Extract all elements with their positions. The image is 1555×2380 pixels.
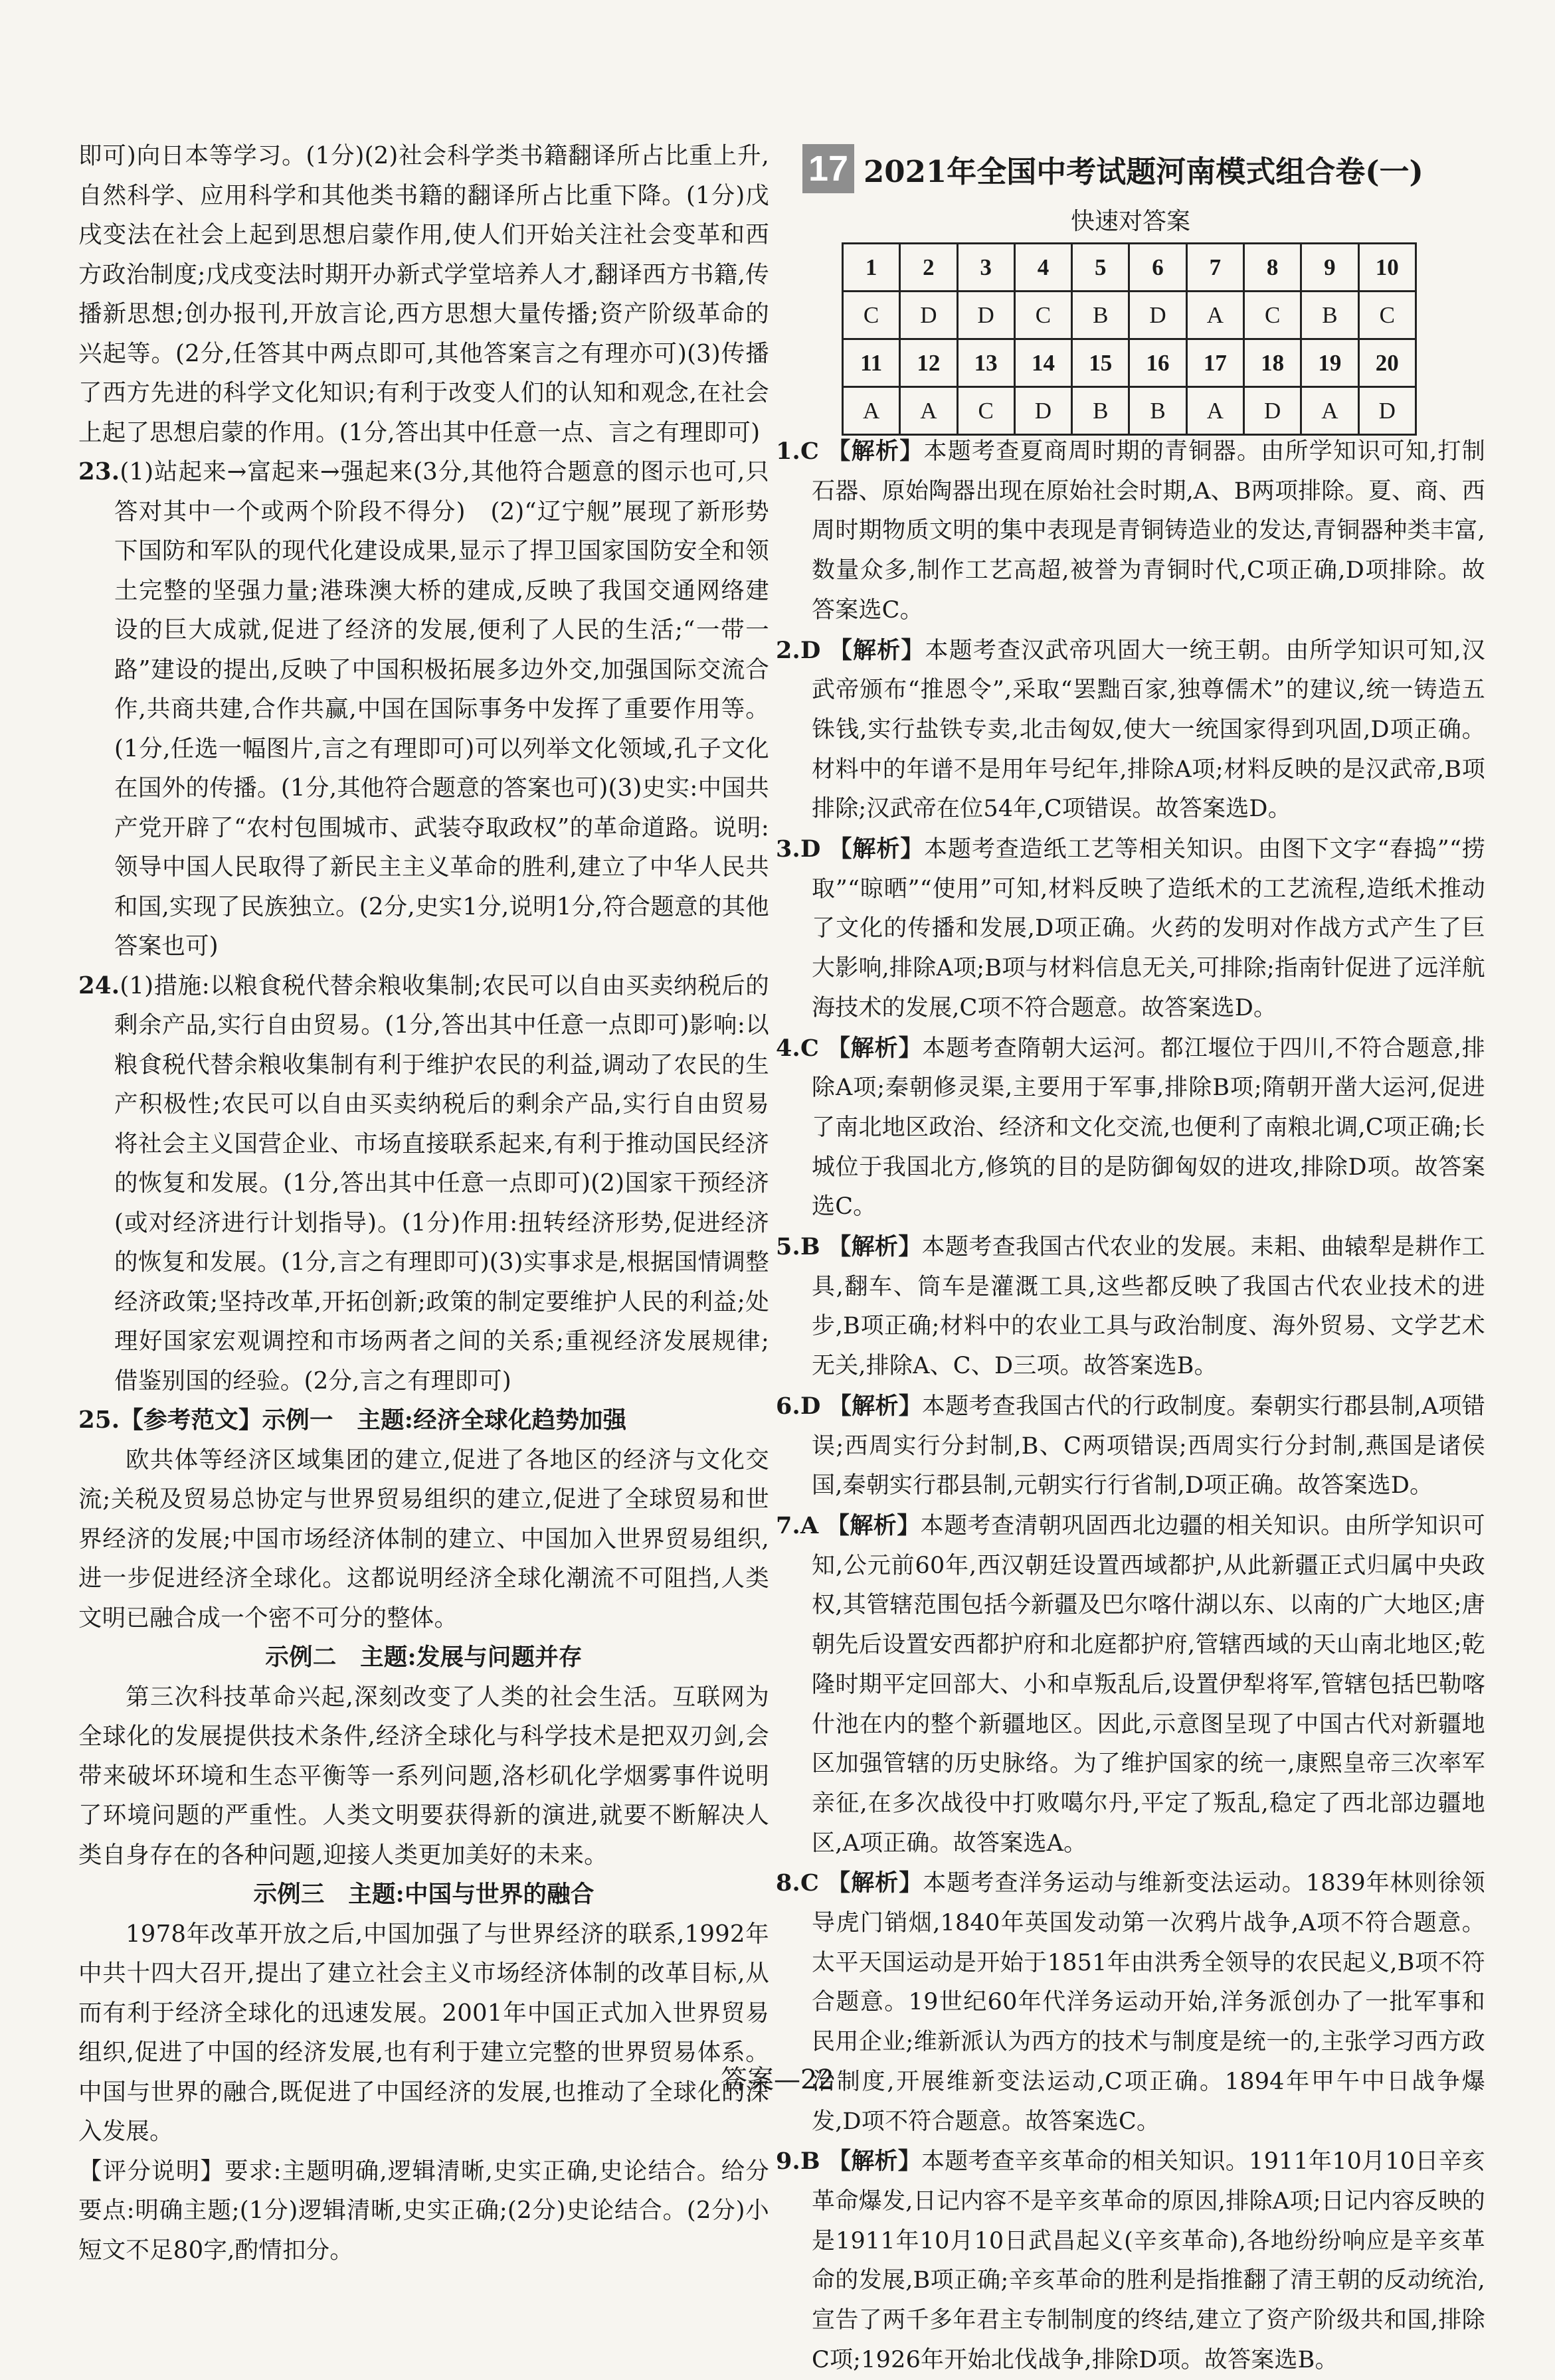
item-answer: 3.D <box>776 835 821 863</box>
question-number-cell: 19 <box>1301 339 1358 387</box>
answer-cell: D <box>1129 292 1186 339</box>
question-number-cell: 20 <box>1358 339 1416 387</box>
answer-cell: B <box>1072 292 1129 339</box>
question-23-text: (1)站起来→富起来→强起来(3分,其他符合题意的图示也可,只答对其中一个或两个阶段不得分) (2)“辽宁舰”展现了新形势下国防和军队的现代化建设成果,显示了捍卫国家国防安全和领土完整的坚强力量;港珠澳大桥的建成,反映了我国交通网络建设的巨大成就,促进了经济的发展,便利了人民的生活;“一带一路”建设的提出,反映了中国积极拓展多边外交,加强国际交流合作,共商共建,合作共赢,中国在国际事务中发挥了重要作用等。(1分,任选一幅图片,言之有理即可)可以列举文化领域,孔子文化在国外的传播。(1分,其他符合题意的答案也可)(3)史实:中国共产党开辟了“农村包围城市、武装夺取政权”的革命道路。说明:领导中国人民取得了新民主主义革命的胜利,建立了中华人民共和国,实现了民族独立。(2分,史实1分,说明1分,符合题意的其他答案也可) <box>114 458 769 960</box>
explanation-item <box>776 1387 1485 1506</box>
analysis-text: 本题考查我国古代农业的发展。耒耜、曲辕犁是耕作工具,翻车、筒车是灌溉工具,这些都反映了我国古代农业技术的进步,B项正确;材料中的农业工具与政治制度、海外贸易、文学艺术无关,排除A、C、D三项。故答案选B。 <box>812 1234 1485 1380</box>
section-title-row <box>802 143 1423 195</box>
analysis-text: 本题考查造纸工艺等相关知识。由图下文字“舂捣”“捞取”“晾晒”“使用”可知,材料反映了造纸术的工艺流程,造纸术推动了文化的传播和发展,D项正确。火药的发明对作战方式产生了巨大影响,排除A项;B项与材料信息无关,可排除;指南针促进了远洋航海技术的发展,C项不符合题意。故答案选D。 <box>812 836 1485 1021</box>
answer-cell: C <box>957 387 1014 435</box>
analysis-tag: 【解析】 <box>828 835 925 863</box>
question-number-cell: 7 <box>1186 244 1243 292</box>
explanation-item <box>776 1506 1485 1863</box>
question-24-text: (1)措施:以粮食税代替余粮收集制;农民可以自由买卖纳税后的剩余产品,实行自由贸易。(1分,答出其中任意一点即可)影响:以粮食税代替余粮收集制有利于维护农民的利益,调动了农民的生产积极性;农民可以自由买卖纳税后的剩余产品,实行自由贸易将社会主义国营企业、市场直接联系起来,有利于推动国民经济的恢复和发展。(1分,答出其中任意一点即可)(2)国家干预经济(或对经济进行计划指导)。(1分)作用:扭转经济形势,促进经济的恢复和发展。(1分,言之有理即可)(3)实事求是,根据国情调整经济政策;坚持改革,开拓创新;政策的制定要维护人民的利益;处理好国家宏观调控和市场两者之间的关系;重视经济发展规律;借鉴别国的经验。(2分,言之有理即可) <box>114 972 769 1395</box>
analysis-tag: 【解析】 <box>828 1233 922 1261</box>
scoring-notes: 【评分说明】要求:主题明确,逻辑清晰,史实正确,史论结合。给分要点:明确主题;(1分)逻辑清晰,史实正确;(2分)史论结合。(2分)小短文不足80字,酌情扣分。 <box>78 2157 769 2264</box>
question-number-cell: 12 <box>900 339 957 387</box>
answer-cell: C <box>1243 292 1301 339</box>
analysis-tag: 【解析】 <box>827 1869 923 1897</box>
explanation-item <box>776 2142 1485 2380</box>
question-number-cell: 13 <box>957 339 1014 387</box>
example-1-text: 欧共体等经济区域集团的建立,促进了各地区的经济与文化交流;关税及贸易总协定与世界贸易组织的建立,促进了全球贸易和世界经济的发展;中国市场经济体制的建立、中国加入世界贸易组织,进一步促进经济全球化。这都说明经济全球化潮流不可阻挡,人类文明已融合成一个密不可分的整体。 <box>78 1446 769 1632</box>
question-number-cell: 1 <box>843 244 900 292</box>
example-3-text: 1978年改革开放之后,中国加强了与世界经济的联系,1992年中共十四大召开,提出了建立社会主义市场经济体制的改革目标,从而有利于经济全球化的迅速发展。2001年中国正式加入世界贸易组织,促进了中国的经济发展,也有利于建立完整的世界贸易体系。中国与世界的融合,既促进了中国经济的发展,也推动了全球化的深入发展。 <box>78 1920 769 2145</box>
answer-table-row <box>843 387 1416 435</box>
answer-cell: A <box>843 387 900 435</box>
answer-cell: B <box>1072 387 1129 435</box>
answer-table-row <box>843 339 1416 387</box>
question-25-heading: 【参考范文】示例一 主题:经济全球化趋势加强 <box>120 1406 627 1434</box>
item-answer: 4.C <box>776 1034 819 1062</box>
answer-cell: C <box>1014 292 1071 339</box>
analysis-tag: 【解析】 <box>826 1034 923 1062</box>
section-number-badge: 17 <box>802 144 854 193</box>
item-answer: 5.B <box>776 1233 820 1261</box>
example-3-heading: 示例三 主题:中国与世界的融合 <box>253 1881 595 1908</box>
explanation-item <box>776 631 1485 830</box>
analysis-tag: 【解析】 <box>828 2148 921 2175</box>
question-25-number: 25. <box>78 1406 120 1434</box>
analysis-text: 本题考查辛亥革命的相关知识。1911年10月10日辛亥革命爆发,日记内容不是辛亥革命的原因,排除A项;日记内容反映的是1911年10月10日武昌起义(辛亥革命),各地纷纷响应是辛亥革命的发展,B项正确;辛亥革命的胜利是指推翻了清王朝的反动统治,宣告了两千多年君主专制制度的终结,建立了资产阶级共和国,排除C项;1926年开始北伐战争,排除D项。故答案选B。 <box>812 2148 1485 2373</box>
item-answer: 1.C <box>776 438 819 465</box>
explanation-item <box>776 1863 1485 2142</box>
question-number-cell: 2 <box>900 244 957 292</box>
question-number-cell: 5 <box>1072 244 1129 292</box>
analysis-text: 本题考查隋朝大运河。都江堰位于四川,不符合题意,排除A项;秦朝修灵渠,主要用于军事,排除B项;隋朝开凿大运河,促进了南北地区政治、经济和文化交流,也便利了南粮北调,C项正确;长城位于我国北方,修筑的目的是防御匈奴的进攻,排除D项。故答案选C。 <box>812 1035 1485 1221</box>
left-column <box>78 136 769 2270</box>
analysis-text: 本题考查洋务运动与维新变法运动。1839年林则徐领导虎门销烟,1840年英国发动第一次鸦片战争,A项不符合题意。太平天国运动是开始于1851年由洪秀全领导的农民起义,B项不符合题意。19世纪60年代洋务运动开始,洋务派创办了一批军事和民用企业;维新派认为西方的技术与制度是统一的,主张学习西方政治制度,开展维新变法运动,C项正确。1894年甲午中日战争爆发,D项不符合题意。故答案选C。 <box>812 1870 1485 2135</box>
question-number-cell: 16 <box>1129 339 1186 387</box>
question-23 <box>78 452 769 966</box>
question-number-cell: 14 <box>1014 339 1071 387</box>
explanation-item <box>776 1029 1485 1228</box>
example-2-heading: 示例二 主题:发展与问题并存 <box>265 1644 583 1671</box>
question-number-cell: 17 <box>1186 339 1243 387</box>
item-answer: 9.B <box>776 2148 820 2175</box>
answer-cell: B <box>1129 387 1186 435</box>
answer-cell: A <box>1186 387 1243 435</box>
answer-cell: D <box>1014 387 1071 435</box>
question-24 <box>78 966 769 1401</box>
quick-answer-label: 快速对答案 <box>1070 208 1190 235</box>
answer-table-row <box>843 244 1416 292</box>
answer-cell: D <box>1358 387 1416 435</box>
question-24-number: 24. <box>78 972 120 999</box>
question-25 <box>78 1401 769 1440</box>
analysis-tag: 【解析】 <box>827 438 924 465</box>
continued-answer: 即可)向日本等学习。(1分)(2)社会科学类书籍翻译所占比重上升,自然科学、应用科学和其他类书籍的翻译所占比重下降。(1分)戊戌变法在社会上起到思想启蒙作用,使人们开始关注社会变革和西方政治制度;戊戌变法时期开办新式学堂培养人才,翻译西方书籍,传播新思想;创办报刊,开放言论,西方思想大量传播;资产阶级革命的兴起等。(2分,任答其中两点即可,其他答案言之有理亦可)(3)传播了西方先进的科学文化知识;有利于改变人们的认知和观念,在社会上起了思想启蒙的作用。(1分,答出其中任意一点、言之有理即可) <box>78 142 769 446</box>
item-answer: 6.D <box>776 1392 821 1420</box>
analysis-tag: 【解析】 <box>828 1392 922 1420</box>
answer-cell: C <box>1358 292 1416 339</box>
answer-cell: D <box>957 292 1014 339</box>
analysis-text: 本题考查清朝巩固西北边疆的相关知识。由所学知识可知,公元前60年,西汉朝廷设置西域都护,从此新疆正式归属中央政权,其管辖范围包括今新疆及巴尔喀什湖以东、以南的广大地区;唐朝先后设置安西都护府和北庭都护府,管辖西域的天山南北地区;乾隆时期平定回部大、小和卓叛乱后,设置伊犁将军,管辖包括巴勒喀什池在内的整个新疆地区。因此,示意图呈现了中国古代对新疆地区加强管辖的历史脉络。为了维护国家的统一,康熙皇帝三次率军亲征,在多次战役中打败噶尔丹,平定了叛乱,稳定了西北部边疆地区,A项正确。故答案选A。 <box>812 1512 1485 1857</box>
answer-cell: D <box>900 292 957 339</box>
answer-cell: A <box>1186 292 1243 339</box>
explanation-item <box>776 1227 1485 1387</box>
question-23-number: 23. <box>78 458 120 485</box>
explanation-item <box>776 432 1485 631</box>
item-answer: 2.D <box>776 636 821 664</box>
question-number-cell: 18 <box>1243 339 1301 387</box>
question-number-cell: 4 <box>1014 244 1071 292</box>
question-number-cell: 15 <box>1072 339 1129 387</box>
item-answer: 7.A <box>776 1511 819 1539</box>
answer-cell: D <box>1243 387 1301 435</box>
analysis-text: 本题考查夏商周时期的青铜器。由所学知识可知,打制石器、原始陶器出现在原始社会时期,A、B两项排除。夏、商、西周时期物质文明的集中表现是青铜铸造业的发达,青铜器种类丰富,数量众多,制作工艺高超,被誉为青铜时代,C项正确,D项排除。故答案选C。 <box>812 438 1485 624</box>
question-number-cell: 8 <box>1243 244 1301 292</box>
analysis-tag: 【解析】 <box>826 1511 921 1539</box>
answer-table <box>842 242 1417 436</box>
answer-cell: B <box>1301 292 1358 339</box>
example-2-text: 第三次科技革命兴起,深刻改变了人类的社会生活。互联网为全球化的发展提供技术条件,经济全球化与科学技术是把双刃剑,会带来破坏环境和生态平衡等一系列问题,洛杉矶化学烟雾事件说明了环境问题的严重性。人类文明要获得新的演进,就要不断解决人类自身存在的各种问题,迎接人类更加美好的未来。 <box>78 1683 769 1869</box>
analysis-text: 本题考查汉武帝巩固大一统王朝。由所学知识可知,汉武帝颁布“推恩令”,采取“罢黜百家,独尊儒术”的建议,统一铸造五铢钱,实行盐铁专卖,北击匈奴,使大一统国家得到巩固,D项正确。材料中的年谱不是用年号纪年,排除A项;材料反映的是汉武帝,B项排除;汉武帝在位54年,C项错误。故答案选D。 <box>812 637 1485 823</box>
explanation-item <box>776 829 1485 1029</box>
question-number-cell: 9 <box>1301 244 1358 292</box>
question-number-cell: 10 <box>1358 244 1416 292</box>
question-number-cell: 6 <box>1129 244 1186 292</box>
answer-cell: C <box>843 292 900 339</box>
answer-table-row <box>843 292 1416 339</box>
page-number: 答案—22 <box>721 2065 834 2095</box>
analysis-text: 本题考查我国古代的行政制度。秦朝实行郡县制,A项错误;西周实行分封制,B、C两项错误;西周实行分封制,燕国是诸侯国,秦朝实行郡县制,元朝实行行省制,D项正确。故答案选D。 <box>812 1393 1486 1499</box>
item-answer: 8.C <box>776 1869 819 1897</box>
question-number-cell: 3 <box>957 244 1014 292</box>
answer-cell: A <box>900 387 957 435</box>
question-number-cell: 11 <box>843 339 900 387</box>
analysis-tag: 【解析】 <box>828 636 925 664</box>
answer-cell: A <box>1301 387 1358 435</box>
section-title: 2021年全国中考试题河南模式组合卷(一) <box>864 153 1423 189</box>
